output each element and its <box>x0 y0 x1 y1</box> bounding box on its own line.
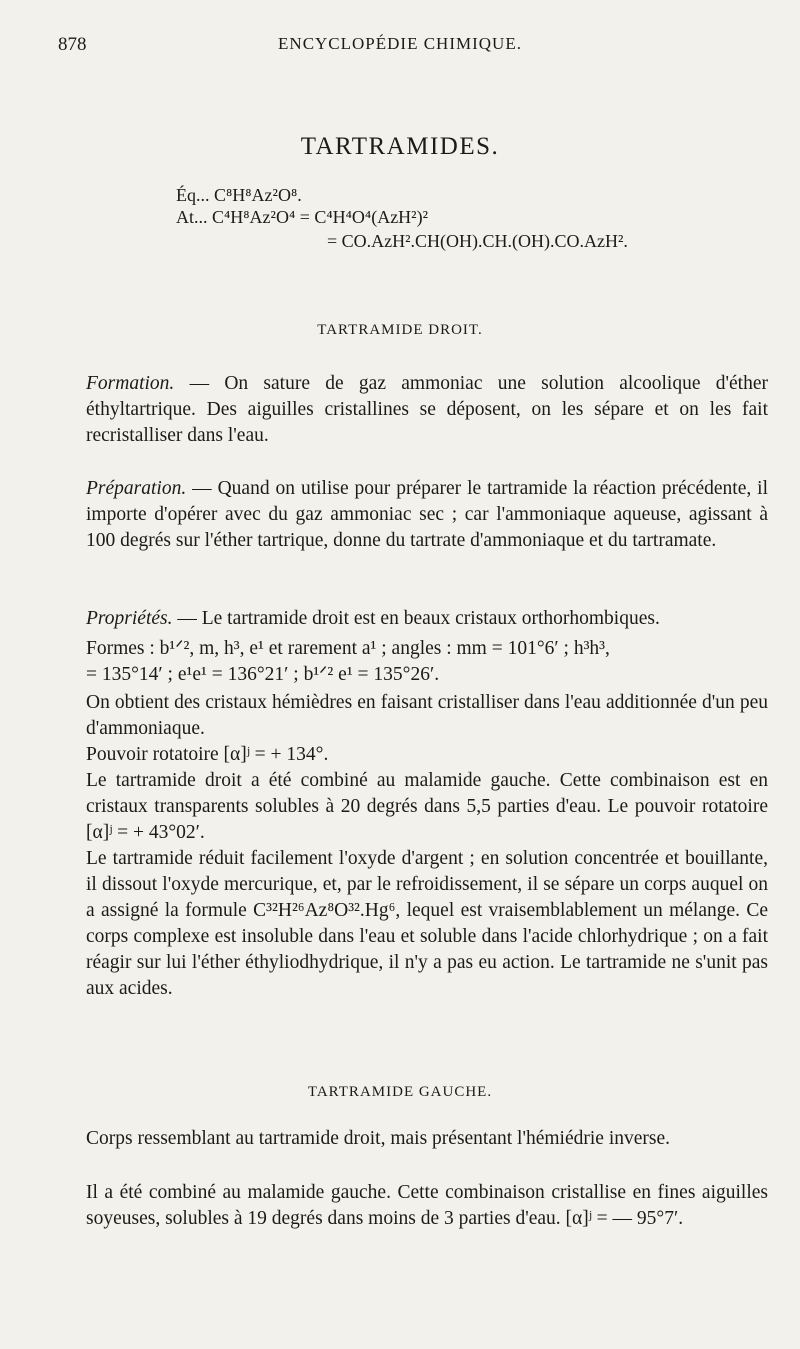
preparation-text: — Quand on utilise pour préparer le tartramide la réaction précédente, il importe d'opérer avec du gaz ammoniac sec ; car l'ammoniaque aqueuse, agissant à 100 degrés sur l'éther tartrique, donne du tartrate d'ammoniaque et du tartramate. <box>86 478 768 551</box>
paragraph-pouvoir: Pouvoir rotatoire [α]ʲ = + 134°. <box>86 744 329 765</box>
paragraph-formation <box>86 371 768 449</box>
paragraph-combine: Il a été combiné au malamide gauche. Cette combinaison cristallise en fines aiguilles soyeuses, solubles à 19 degrés dans moins de 3 parties d'eau. [α]ʲ = — 95°7′. <box>86 1182 768 1229</box>
proprietes-text: — Le tartramide droit est en beaux cristaux orthorhombiques. <box>172 608 660 629</box>
formula-at-label: At... <box>176 207 208 227</box>
paragraph-preparation <box>86 476 768 554</box>
formula-at-value: C⁴H⁸Az²O⁴ = C⁴H⁴O⁴(AzH²)² <box>212 207 428 227</box>
paragraph-corps: Corps ressemblant au tartramide droit, mais présentant l'hémiédrie inverse. <box>86 1128 671 1149</box>
formes-line-1: Formes : b¹ᐟ², m, h³, e¹ et rarement a¹ ; angles : mm = 101°6′ ; h³h³, <box>86 638 610 659</box>
preparation-label: Préparation. <box>86 478 187 499</box>
formula-at-value-2: = CO.AzH².CH(OH).CH.(OH).CO.AzH². <box>327 231 628 251</box>
section-heading-gauche: TARTRAMIDE GAUCHE. <box>307 1084 493 1100</box>
running-title: ENCYCLOPÉDIE CHIMIQUE. <box>278 34 522 53</box>
formation-text: — On sature de gaz ammoniac une solution alcoolique d'éther éthyltartrique. Des aiguilles cristallines se déposent, on les sépare et on les fait recristalliser dans l'eau. <box>86 373 768 446</box>
page-header <box>0 30 800 60</box>
section-heading-droit: TARTRAMIDE DROIT. <box>317 322 483 338</box>
formation-label: Formation. <box>86 373 175 394</box>
paragraph-formes <box>86 636 768 688</box>
formula-eq-label: Éq... <box>176 185 210 205</box>
paragraph-hemiedres: On obtient des cristaux hémièdres en faisant cristalliser dans l'eau additionnée d'un peu d'ammoniaque. <box>86 692 768 739</box>
page-number: 878 <box>58 34 87 55</box>
paragraph-malamide: Le tartramide droit a été combiné au malamide gauche. Cette combinaison est en cristaux transparents solubles à 20 degrés dans 5,5 parties d'eau. Le pouvoir rotatoire [α]ʲ = + 43°02′. <box>86 770 768 843</box>
paragraph-reduit: Le tartramide réduit facilement l'oxyde d'argent ; en solution concentrée et bouillante, il dissout l'oxyde mercurique, et, par le refroidissement, il se sépare un corps auquel on a assigné la formule C³²H²⁶Az⁸O³².Hg⁶, lequel est vraisemblablement un mélange. Ce corps complexe est insoluble dans l'eau et soluble dans l'acide chlorhydrique ; on a fait réagir sur lui l'éther éthyliodhydrique, il n'y a pas eu action. Le tartramide ne s'unit pas aux acides. <box>86 848 768 999</box>
formula-eq-value: C⁸H⁸Az²O⁸. <box>214 185 302 205</box>
formula-at <box>176 206 428 228</box>
paragraph-proprietes <box>86 606 768 632</box>
formula-eq <box>176 184 302 206</box>
formes-line-2: = 135°14′ ; e¹e¹ = 136°21′ ; b¹ᐟ² e¹ = 135°26′. <box>86 664 440 685</box>
proprietes-label: Propriétés. <box>86 608 173 629</box>
page-title: TARTRAMIDES. <box>300 133 500 160</box>
